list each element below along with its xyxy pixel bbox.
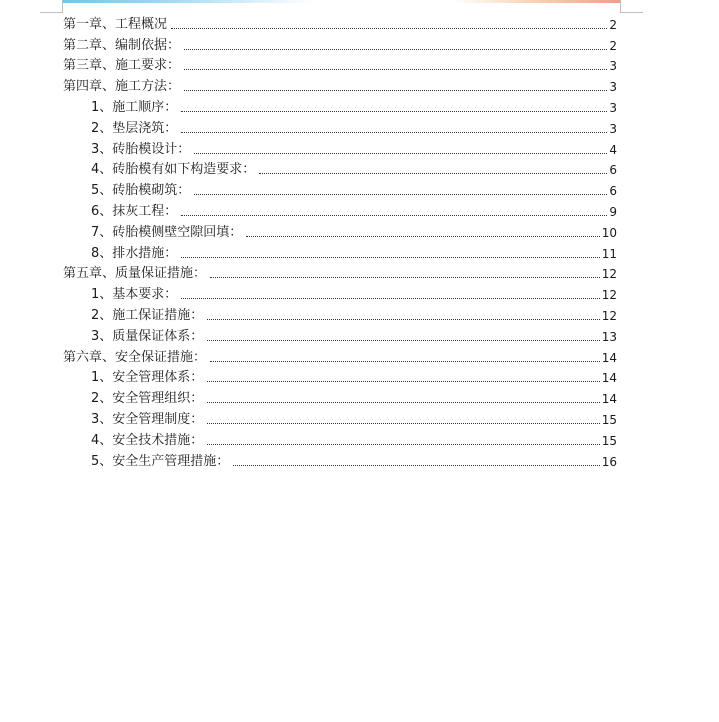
toc-entry-title: 5、砖胎模砌筑： (91, 183, 191, 199)
toc-dot-leader (194, 193, 607, 195)
toc-entry[interactable] (63, 324, 617, 345)
toc-entry-title: 第一章、工程概况 (63, 16, 168, 32)
toc-entry-page-number: 3 (609, 80, 617, 95)
toc-entry-title: 1、施工顺序： (91, 99, 178, 115)
toc-entry-page-number: 16 (601, 454, 617, 469)
toc-entry-page-number: 3 (609, 121, 617, 136)
toc-entry-title: 第三章、施工要求： (63, 58, 181, 74)
margin-corner-mark-right (620, 0, 643, 13)
toc-entry[interactable] (63, 366, 617, 387)
toc-entry-page-number: 3 (609, 100, 617, 115)
toc-dot-leader (207, 318, 599, 320)
toc-dot-leader (207, 422, 599, 424)
toc-dot-leader (207, 339, 599, 341)
toc-entry[interactable] (63, 449, 617, 470)
toc-entry-title: 3、安全管理制度： (91, 411, 204, 427)
toc-entry-page-number: 14 (601, 350, 617, 365)
toc-entry[interactable] (63, 74, 617, 95)
toc-entry-title: 1、安全管理体系： (91, 370, 204, 386)
toc-entry-title: 第二章、编制依据： (63, 37, 181, 53)
toc-entry[interactable] (63, 220, 617, 241)
toc-dot-leader (207, 443, 599, 445)
toc-entry-page-number: 12 (601, 288, 617, 303)
toc-entry-page-number: 10 (601, 225, 617, 240)
toc-entry-title: 第六章、安全保证措施： (63, 349, 207, 365)
toc-entry-page-number: 15 (601, 433, 617, 448)
toc-dot-leader (181, 214, 607, 216)
toc-entry-title: 4、砖胎模有如下构造要求： (91, 162, 256, 178)
toc-dot-leader (184, 48, 607, 50)
toc-dot-leader (207, 401, 599, 403)
toc-entry-page-number: 2 (609, 17, 617, 32)
toc-dot-leader (246, 235, 599, 237)
toc-dot-leader (184, 68, 607, 70)
toc-entry[interactable] (63, 282, 617, 303)
toc-dot-leader (181, 256, 599, 258)
toc-entry-title: 2、安全管理组织： (91, 391, 204, 407)
toc-entry[interactable] (63, 178, 617, 199)
toc-entry[interactable] (63, 262, 617, 283)
toc-entry-page-number: 4 (609, 142, 617, 157)
toc-dot-leader (194, 152, 607, 154)
toc-entry[interactable] (63, 116, 617, 137)
toc-entry[interactable] (63, 428, 617, 449)
toc-dot-leader (181, 131, 607, 133)
toc-entry[interactable] (63, 386, 617, 407)
toc-entry[interactable] (63, 345, 617, 366)
toc-entry-page-number: 12 (601, 308, 617, 323)
toc-entry[interactable] (63, 95, 617, 116)
toc-entry-page-number: 6 (609, 184, 617, 199)
toc-entry-title: 5、安全生产管理措施： (91, 453, 230, 469)
toc-entry[interactable] (63, 12, 617, 33)
toc-entry-title: 7、砖胎模侧壁空隙回填： (91, 224, 243, 240)
toc-entry-title: 8、排水措施： (91, 245, 178, 261)
toc-entry-title: 2、垫层浇筑： (91, 120, 178, 136)
toc-entry-page-number: 11 (601, 246, 617, 261)
toc-entry-page-number: 2 (609, 38, 617, 53)
toc-entry[interactable] (63, 137, 617, 158)
table-of-contents (63, 12, 617, 470)
toc-entry-page-number: 12 (601, 267, 617, 282)
toc-dot-leader (210, 360, 600, 362)
toc-entry-page-number: 14 (601, 392, 617, 407)
toc-entry-title: 3、砖胎模设计： (91, 141, 191, 157)
toc-entry-page-number: 6 (609, 163, 617, 178)
toc-entry[interactable] (63, 33, 617, 54)
toc-dot-leader (210, 276, 600, 278)
toc-entry[interactable] (63, 54, 617, 75)
toc-entry-page-number: 13 (601, 329, 617, 344)
toc-dot-leader (233, 464, 599, 466)
toc-dot-leader (181, 110, 607, 112)
toc-entry-title: 第五章、质量保证措施： (63, 266, 207, 282)
toc-dot-leader (259, 172, 607, 174)
toc-entry-title: 4、安全技术措施： (91, 432, 204, 448)
toc-entry[interactable] (63, 241, 617, 262)
toc-dot-leader (184, 89, 607, 91)
toc-dot-leader (207, 380, 599, 382)
toc-entry-title: 6、抹灰工程： (91, 203, 178, 219)
toc-entry-title: 3、质量保证体系： (91, 328, 204, 344)
toc-entry-title: 1、基本要求： (91, 287, 178, 303)
toc-entry-page-number: 14 (601, 371, 617, 386)
toc-entry[interactable] (63, 158, 617, 179)
header-decoration (62, 0, 620, 3)
toc-entry-page-number: 9 (609, 204, 617, 219)
toc-dot-leader (181, 297, 599, 299)
toc-entry-title: 第四章、施工方法： (63, 79, 181, 95)
toc-entry[interactable] (63, 199, 617, 220)
toc-entry-page-number: 15 (601, 412, 617, 427)
toc-entry-page-number: 3 (609, 59, 617, 74)
toc-entry[interactable] (63, 407, 617, 428)
toc-dot-leader (171, 27, 607, 29)
toc-entry[interactable] (63, 303, 617, 324)
margin-corner-mark-left (40, 0, 63, 13)
toc-entry-title: 2、施工保证措施： (91, 307, 204, 323)
